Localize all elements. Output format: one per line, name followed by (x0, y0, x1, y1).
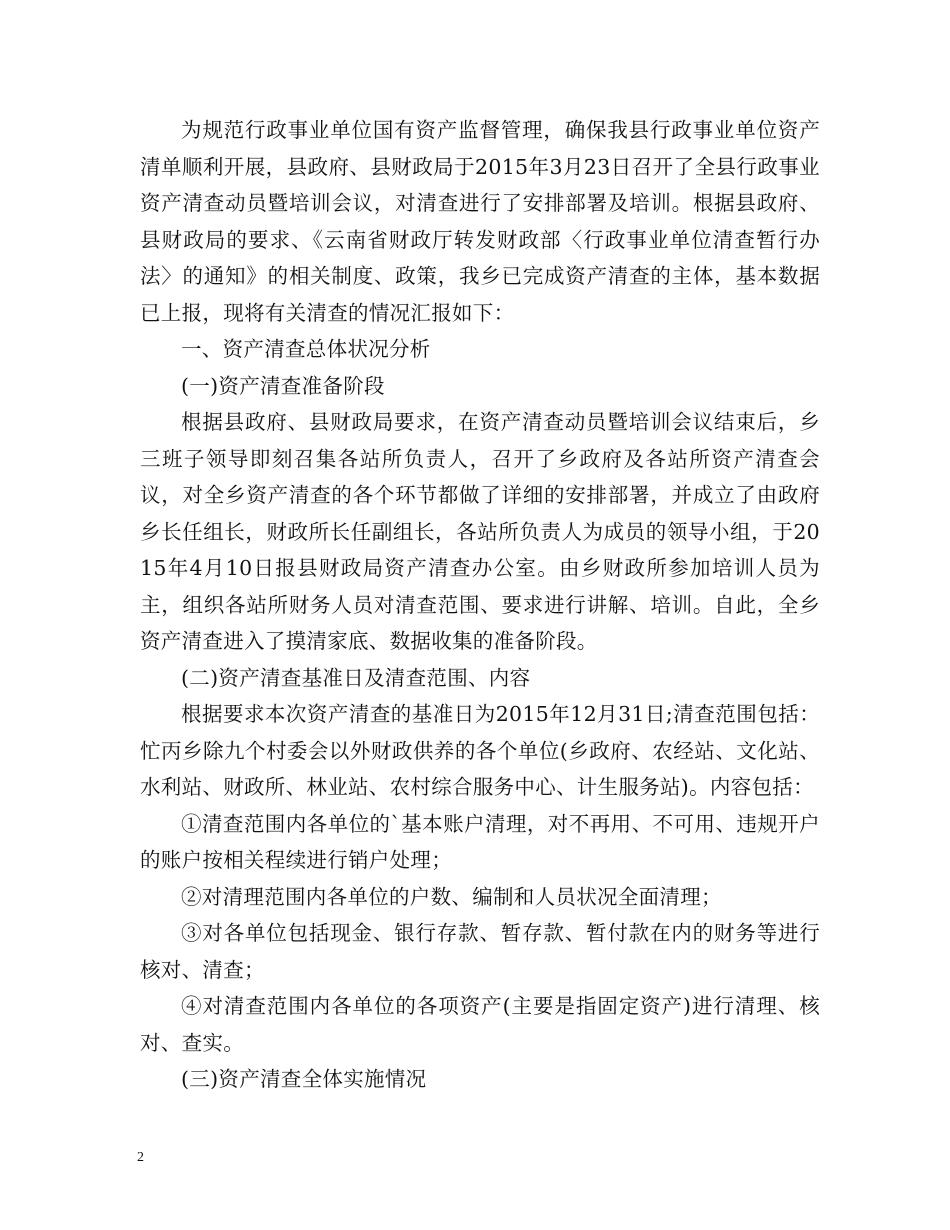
subsection-heading-3: (三)资产清查全体实施情况 (181, 1067, 427, 1091)
page-number: 2 (137, 1150, 144, 1165)
intro-paragraph: 为规范行政事业单位国有资产监督管理，确保我县行政事业单位资产清单顺利开展，县政府、县财政局于2015年3月23日召开了全县行政事业资产清查动员暨培训会议，对清查进行了安排部署及培训。根据县政府、县财政局的要求、《云南省财政厅转发财政部〈行政事业单位清查暂行办法〉的通知》的相关制度、政策，我乡已完成资产清查的主体，基本数据已上报，现将有关清查的情况汇报如下： (140, 118, 820, 325)
list-item-3: ③对各单位包括现金、银行存款、暂存款、暂付款在内的财务等进行核对、清查； (140, 921, 820, 982)
scope-paragraph: 根据要求本次资产清查的基准日为2015年12月31日;清查范围包括：忙丙乡除九个村委会以外财政供养的各个单位(乡政府、农经站、文化站、水利站、财政所、林业站、农村综合服务中心、计生服务站)。内容包括： (140, 702, 820, 799)
subsection-heading-2: (二)资产清查基准日及清查范围、内容 (181, 665, 531, 690)
subsection-heading-1: (一)资产清查准备阶段 (181, 373, 385, 398)
document-body (140, 112, 820, 1098)
list-item-2: ②对清理范围内各单位的户数、编制和人员状况全面清理； (181, 884, 722, 909)
preparation-paragraph: 根据县政府、县财政局要求，在资产清查动员暨培训会议结束后，乡三班子领导即刻召集各站所负责人，召开了乡政府及各站所资产清查会议，对全乡资产清查的各个环节都做了详细的安排部署，并成立了由政府乡长任组长，财政所长任副组长，各站所负责人为成员的领导小组，于2015年4月10日报县财政局资产清查办公室。由乡财政所参加培训人员为主，组织各站所财务人员对清查范围、要求进行讲解、培训。自此，全乡资产清查进入了摸清家底、数据收集的准备阶段。 (140, 410, 820, 653)
list-item-4: ④对清查范围内各单位的各项资产(主要是指固定资产)进行清理、核对、查实。 (140, 994, 820, 1055)
list-item-1: ①清查范围内各单位的`基本账户清理，对不再用、不可用、违规开户的账户按相关程续进行销户处理； (140, 811, 820, 872)
section-heading-1: 一、资产清查总体状况分析 (181, 337, 431, 361)
